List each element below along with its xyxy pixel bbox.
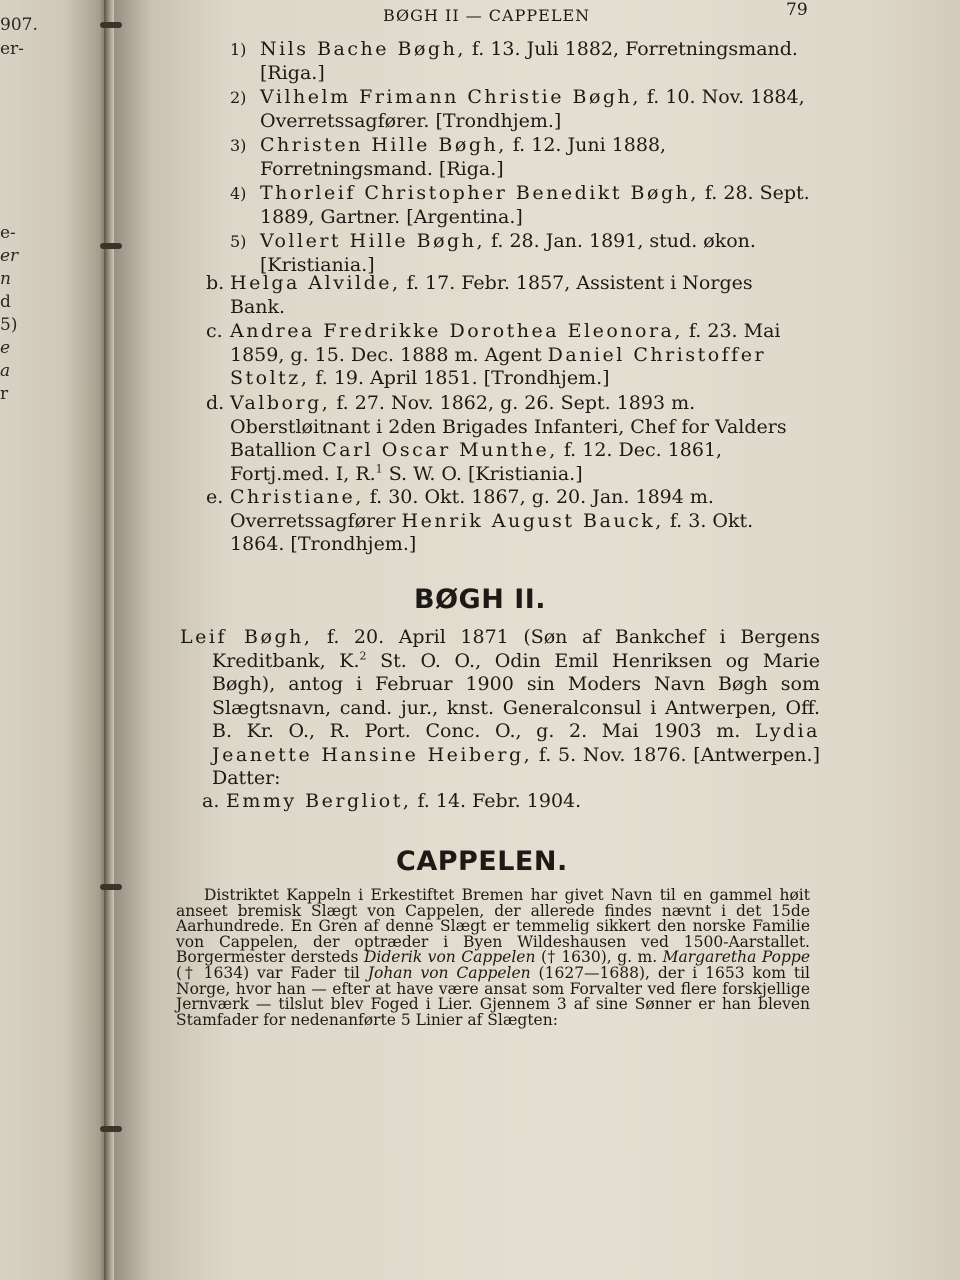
paragraph-text: (1627—1688), der i 1653 kom til Norge, hvor han — efter at have være ansat som Forvalter ved flere forskjellige Jernværk — tilslut blev Foged i Lier. Gjennem 3 af sine Sønner er han bleven Stamfader for nedenanførte 5 Linier af Slægten: [176,963,810,1029]
list-item [206,272,812,319]
person-name: Henrik August Bauck, [401,509,664,532]
item-text: f. 30. Okt. 1867, g. 20. Jan. 1894 m. Overretssagfører [230,486,714,532]
item-marker: 1) [230,40,247,59]
left-page-fragment: 5) [0,315,18,335]
binding-stitch [100,243,122,249]
item-marker: d. [206,392,225,414]
item-marker: c. [206,320,223,342]
person-name: Thorleif Christopher Benedikt Bøgh, [260,182,699,204]
binding-stitch [100,1126,122,1132]
item-text: f. 19. April 1851. [Trondhjem.] [309,367,610,389]
item-text: f. 3. Okt. 1864. [Trondhjem.] [230,509,754,555]
person-name: Nils Bache Bøgh, [260,38,466,60]
list-item [230,134,815,181]
person-name: Margaretha Poppe [662,948,811,967]
list-item [230,86,815,133]
person-name: Leif Bøgh, [180,626,313,648]
person-name: Johan von Cappelen [367,963,531,982]
left-page-fragment: er [0,246,19,266]
paragraph-text: († 1630), g. m. [535,948,663,967]
list-item [206,392,812,486]
paragraph-text: († 1634) var Fader til [176,963,368,982]
left-page-fragment: n [0,269,11,289]
item-text: f. 28. Jan. 1891, stud. økon. [Kristiania.] [260,230,756,276]
cappelen-intro-paragraph [176,888,810,1028]
item-marker: b. [206,272,225,294]
item-text: S. W. O. [Kristiania.] [382,462,583,485]
person-name: Valborg, [230,392,331,414]
item-text: f. 12. Dec. 1861, Fortj.med. I, R. [230,439,723,485]
item-marker: 5) [230,232,247,251]
left-page-fragment: 907. [0,15,38,35]
entry-text: f. 20. April 1871 (Søn af Bankchef i Bergens Kreditbank, K. [212,626,821,672]
item-text: f. 27. Nov. 1862, g. 26. Sept. 1893 m. Oberstløitnant i 2den Brigades Infanteri, Chef for Valders Batallion [230,392,787,461]
list-item [206,320,812,391]
book-gutter [104,0,114,1280]
left-page-fragment: er- [0,39,24,59]
paragraph-text: Distriktet Kappeln i Erkestiftet Bremen har givet Navn til en gammel høit anseet bremisk Slægt von Cappelen, der allerede findes nævnt i det 15de Aarhundrede. En Gren af denne Slægt er temmelig sikkert den norske Familie von Cappelen, der optræder i Byen Wildeshausen ved 1500-Aarstallet. Borgermester dersteds [176,886,810,967]
person-name: Vollert Hille Bøgh, [260,230,485,252]
item-text: f. 14. Febr. 1904. [411,790,582,812]
item-marker: e. [206,486,224,508]
item-marker: 3) [230,136,247,155]
item-text: f. 23. Mai 1859, g. 15. Dec. 1888 m. Agent [230,320,781,366]
left-page-fragment: a [0,361,11,381]
list-item [206,486,812,557]
person-name: Christen Hille Bøgh, [260,134,507,156]
item-text: f. 28. Sept. 1889, Gartner. [Argentina.] [260,182,810,228]
person-name: Daniel Christoffer Stoltz, [230,343,767,389]
item-marker: 2) [230,88,247,107]
list-item [202,790,786,814]
bogh-ii-entry [180,626,820,791]
person-name: Helga Alvilde, [230,272,401,294]
person-name: Vilhelm Frimann Christie Bøgh, [260,86,641,108]
previous-page-edge [0,0,108,1280]
running-head: BØGH II — CAPPELEN [383,6,591,25]
superscript: 2 [359,649,367,663]
item-marker: a. [202,790,220,812]
page-number: 79 [786,0,808,20]
left-page-fragment: e [0,338,11,358]
item-marker: 4) [230,184,247,203]
person-name: Christiane, [230,486,364,508]
binding-stitch [100,884,122,890]
person-name: Emmy Bergliot, [226,790,412,812]
person-name: Lydia Jeanette Hansine Heiberg, [212,720,820,766]
book-page [108,0,960,1280]
person-name: Andrea Fredrikke Dorothea Eleonora, [230,320,683,342]
left-page-fragment: e- [0,223,16,243]
section-title-bogh-ii: BØGH II. [414,584,547,615]
person-name: Diderik von Cappelen [363,948,536,967]
entry-text: St. O. O., Odin Emil Henriksen og Marie Bøgh), antog i Februar 1900 sin Moders Navn Bøgh som Slægtsnavn, cand. jur., knst. Generalconsul i Antwerpen, Off. B. Kr. O., R. Port. Conc. O., g. 2. Mai 1903 m. [212,649,821,742]
list-item [230,182,815,229]
left-page-fragment: d [0,292,11,312]
superscript: 1 [375,462,383,476]
entry-text: f. 5. Nov. 1876. [Antwerpen.] Datter: [212,743,820,789]
list-item [230,38,815,85]
binding-stitch [100,22,122,28]
left-page-fragment: r [0,384,9,404]
item-text: f. 12. Juni 1888, Forretningsmand. [Riga.] [260,134,667,180]
item-text: f. 17. Febr. 1857, Assistent i Norges Bank. [230,272,753,318]
item-text: f. 10. Nov. 1884, Overretssagfører. [Trondhjem.] [260,86,805,132]
person-name: Carl Oscar Munthe, [322,439,558,461]
section-title-cappelen: CAPPELEN. [396,846,568,877]
list-item [230,230,815,277]
item-text: f. 13. Juli 1882, Forretningsmand. [Riga.] [260,38,798,84]
